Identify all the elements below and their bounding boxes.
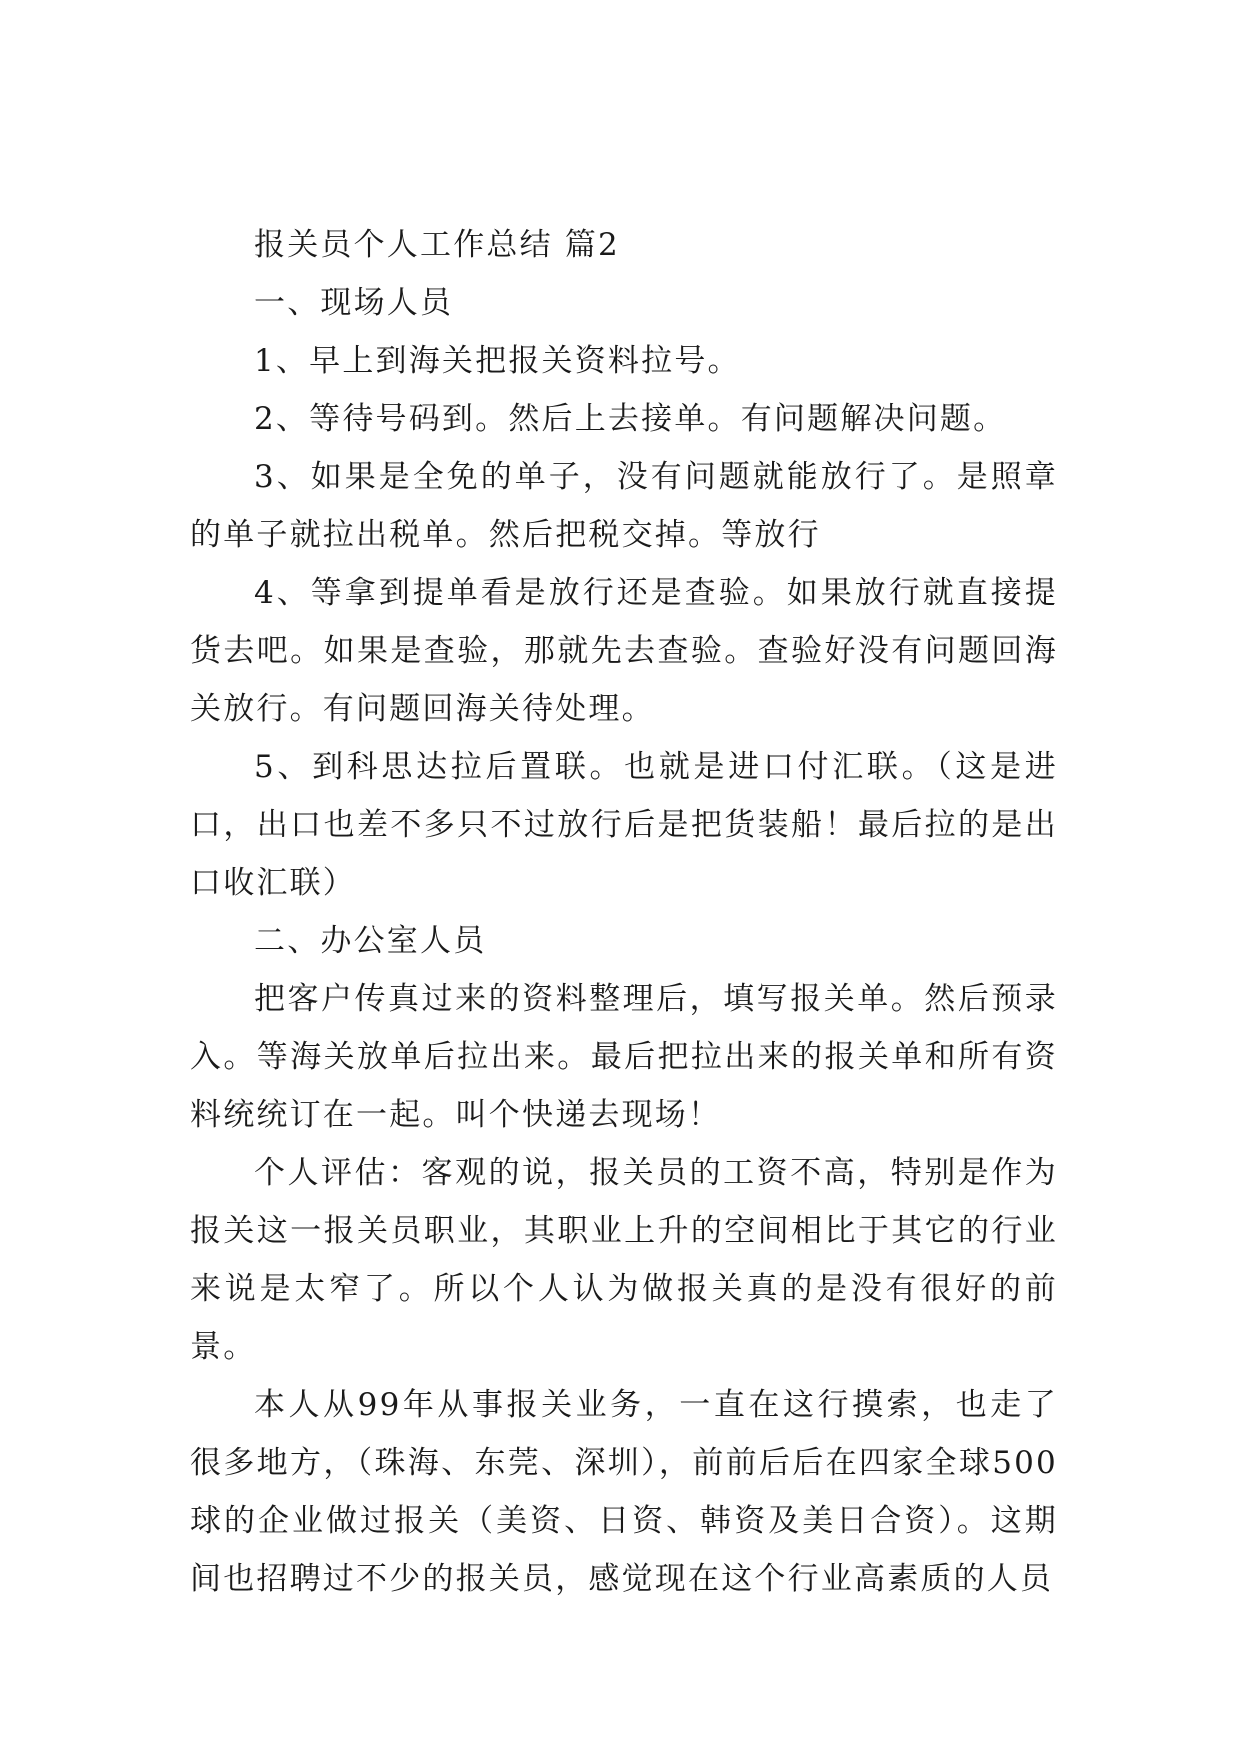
section-heading-office: 二、办公室人员: [254, 923, 487, 959]
paragraph: 2、等待号码到。然后上去接单。有问题解决问题。: [254, 401, 1007, 437]
paragraph: 5、到科思达拉后置联。也就是进口付汇联。（这是进口，出口也差不多只不过放行后是把货装船！最后拉的是出口收汇联）: [190, 749, 1058, 901]
document-body: [190, 216, 1058, 1608]
section-heading-onsite: 一、现场人员: [254, 285, 454, 321]
paragraph: 把客户传真过来的资料整理后，填写报关单。然后预录入。等海关放单后拉出来。最后把拉出来的报关单和所有资料统统订在一起。叫个快递去现场！: [190, 981, 1058, 1133]
paragraph: 3、如果是全免的单子，没有问题就能放行了。是照章的单子就拉出税单。然后把税交掉。等放行: [190, 459, 1058, 553]
paragraph: 4、等拿到提单看是放行还是查验。如果放行就直接提货去吧。如果是查验，那就先去查验。查验好没有问题回海关放行。有问题回海关待处理。: [190, 575, 1058, 727]
document-title: 报关员个人工作总结 篇2: [254, 227, 620, 263]
paragraph: 1、早上到海关把报关资料拉号。: [254, 343, 741, 379]
paragraph: 个人评估：客观的说，报关员的工资不高，特别是作为报关这一报关员职业，其职业上升的空间相比于其它的行业来说是太窄了。所以个人认为做报关真的是没有很好的前景。: [190, 1155, 1058, 1365]
paragraph: 本人从99年从事报关业务，一直在这行摸索，也走了很多地方，（珠海、东莞、深圳），前前后后在四家全球500球的企业做过报关（美资、日资、韩资及美日合资）。这期间也招聘过不少的报关员，感觉现在这个行业高素质的人员: [190, 1387, 1058, 1597]
